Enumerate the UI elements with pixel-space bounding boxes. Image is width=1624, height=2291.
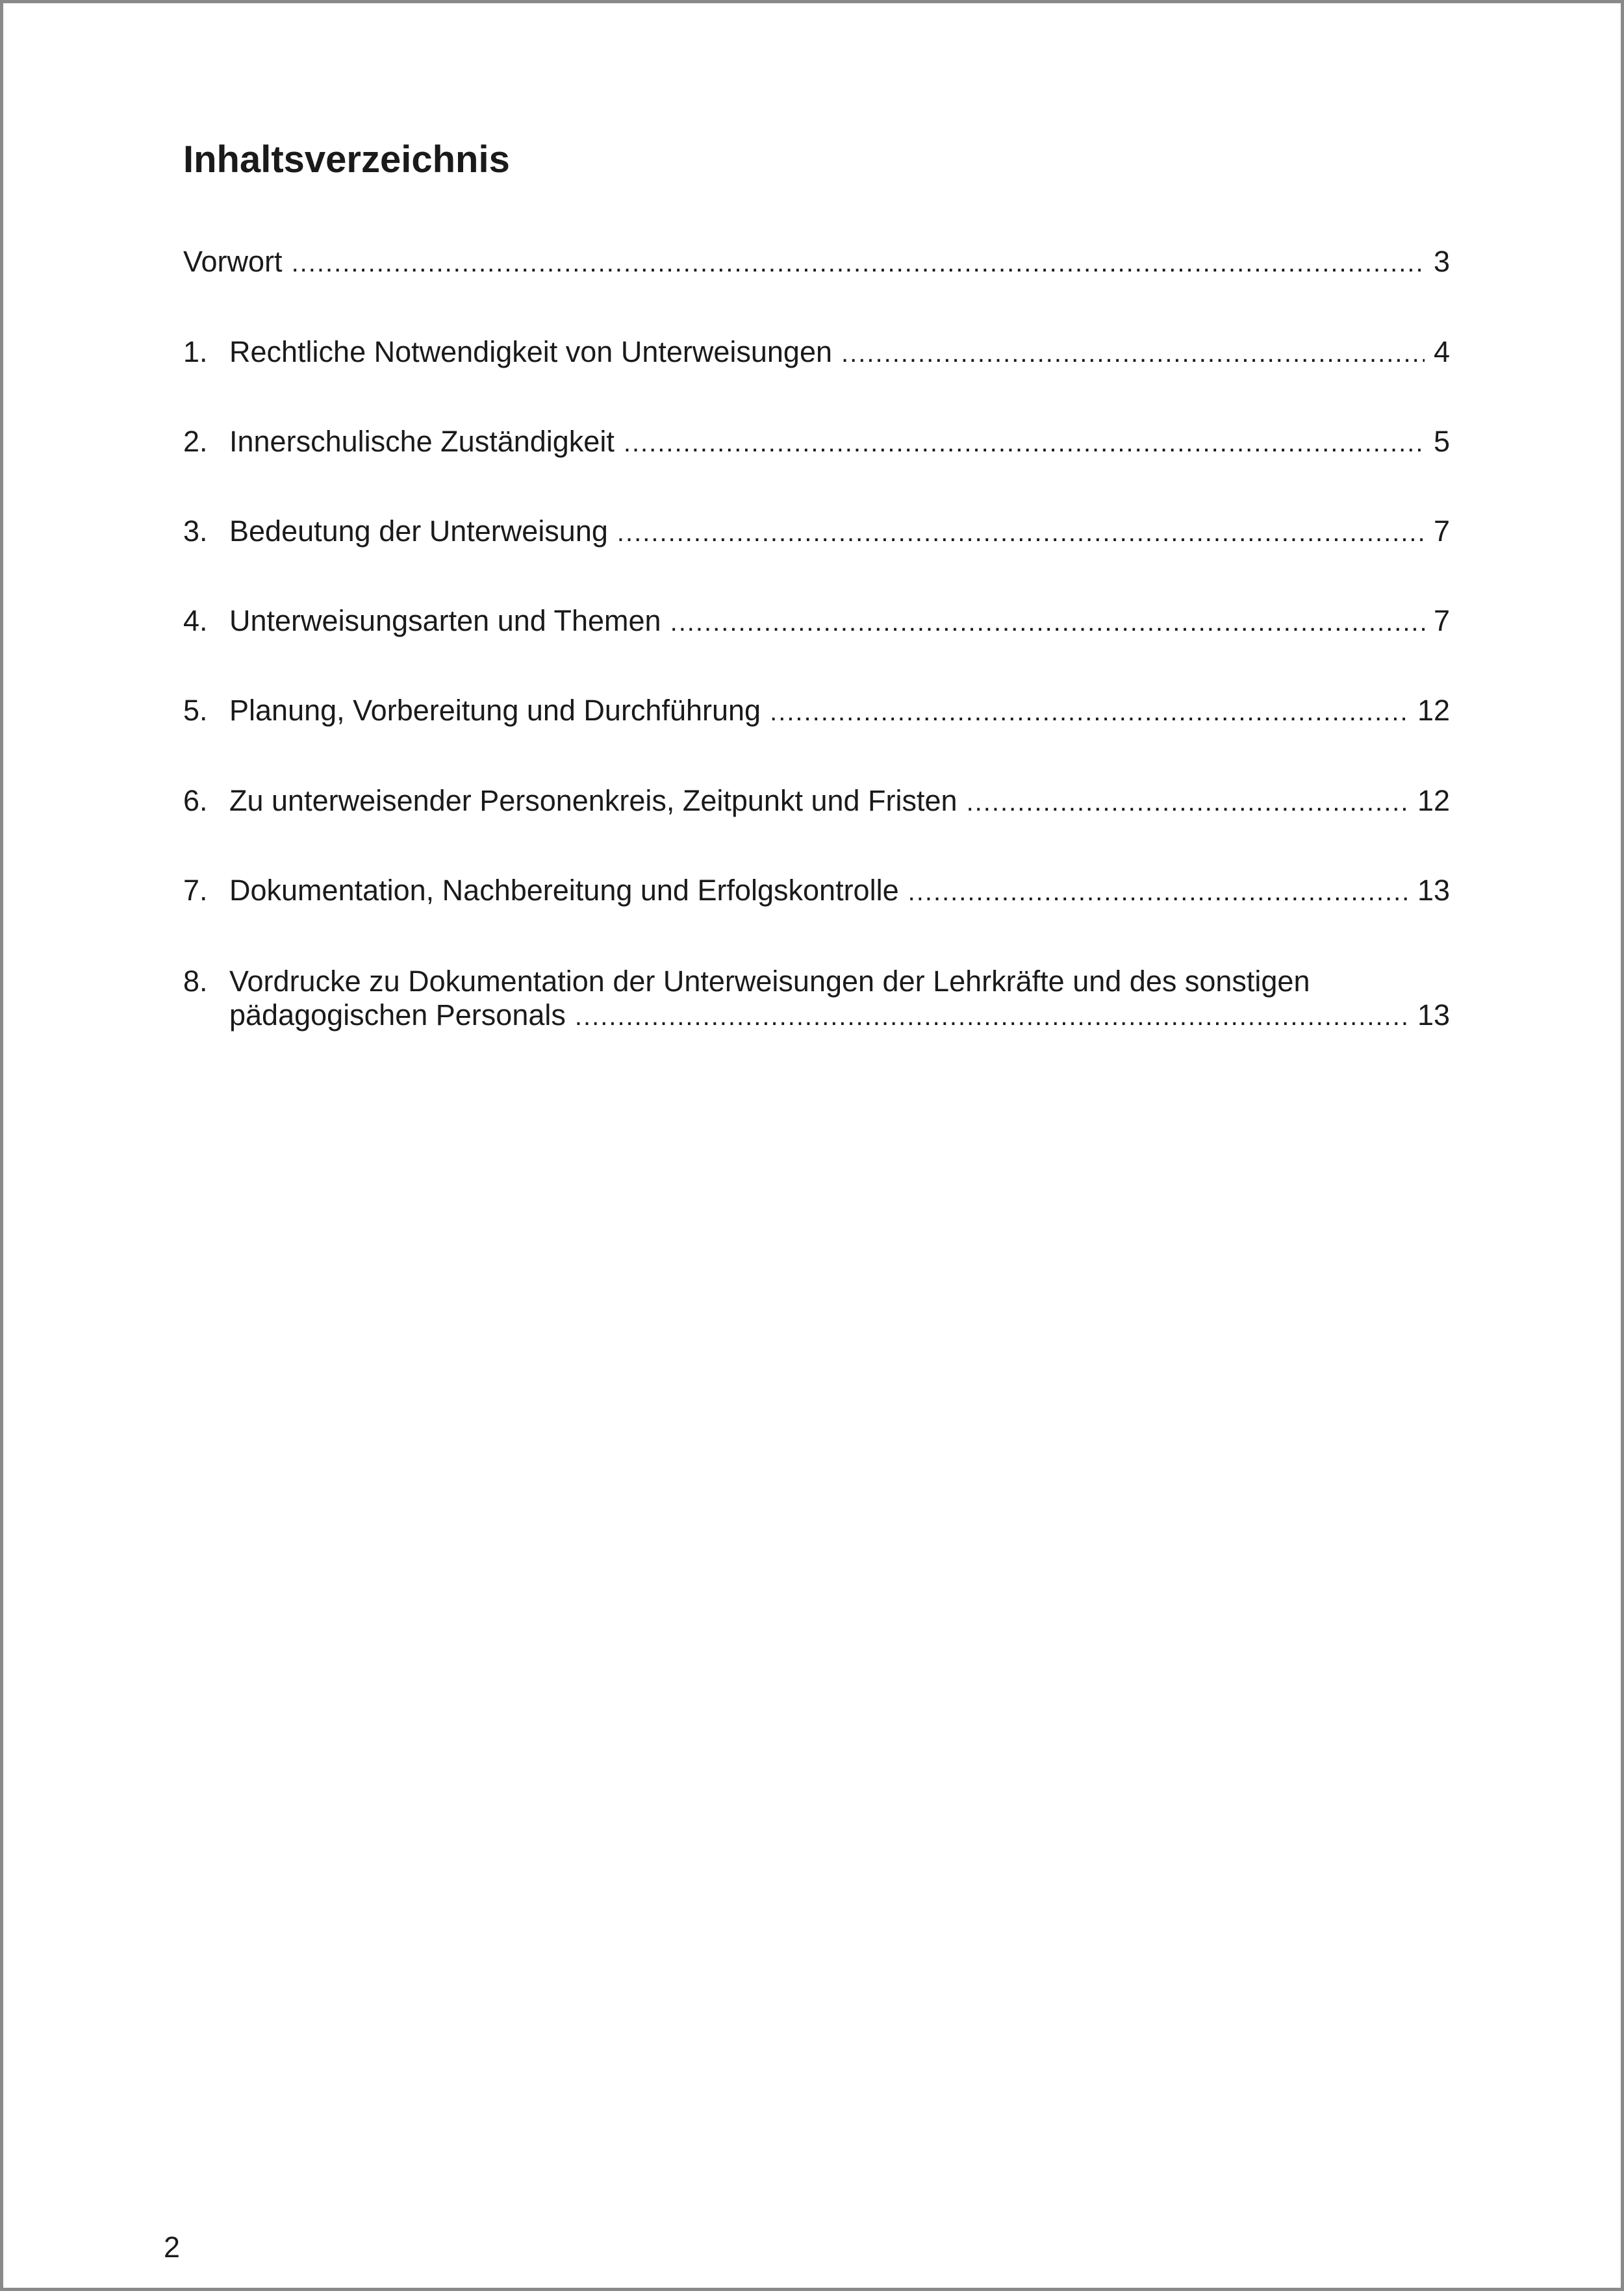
toc-entry-page: 3 bbox=[1433, 245, 1450, 278]
toc-entry-page: 13 bbox=[1417, 874, 1450, 907]
toc-entry-4 bbox=[183, 604, 1450, 639]
toc-entry-5 bbox=[183, 694, 1450, 729]
toc-entry-page: 13 bbox=[1417, 998, 1450, 1032]
toc-entry-text-continued: pädagogischen Personals bbox=[229, 998, 566, 1032]
toc-entry-number: 3. bbox=[183, 514, 208, 548]
toc-entry-number: 7. bbox=[183, 874, 208, 907]
toc-entry-text: Planung, Vorbereitung und Durchführung bbox=[229, 694, 761, 727]
toc-entry-number: 5. bbox=[183, 694, 208, 727]
page-title: Inhaltsverzeichnis bbox=[183, 138, 510, 181]
toc-entry-text: Dokumentation, Nachbereitung und Erfolgskontrolle bbox=[229, 874, 899, 907]
toc-entry-number: 1. bbox=[183, 335, 208, 368]
toc-entry-text: Vordrucke zu Dokumentation der Unterweisungen der Lehrkräfte und des sonstigen bbox=[229, 965, 1310, 998]
toc-leader-dots bbox=[770, 695, 1408, 729]
toc-entry-number: 2. bbox=[183, 425, 208, 458]
toc-entry-text: Bedeutung der Unterweisung bbox=[229, 514, 608, 548]
toc-entry-text: Unterweisungsarten und Themen bbox=[229, 604, 661, 637]
toc-leader-dots bbox=[292, 246, 1425, 280]
toc-entry-8 bbox=[183, 965, 1450, 1033]
toc-leader-dots bbox=[670, 605, 1425, 639]
toc-entry-6 bbox=[183, 784, 1450, 819]
toc-leader-dots bbox=[617, 516, 1425, 550]
toc-entry-text: Rechtliche Notwendigkeit von Unterweisungen bbox=[229, 335, 833, 368]
toc-leader-dots bbox=[575, 1000, 1408, 1033]
toc-leader-dots bbox=[624, 426, 1425, 460]
toc-entry-number: 6. bbox=[183, 784, 208, 817]
toc-entry-text: Zu unterweisender Personenkreis, Zeitpunkt und Fristen bbox=[229, 784, 958, 817]
toc-entry-number: 8. bbox=[183, 965, 208, 998]
toc-leader-dots bbox=[908, 875, 1408, 909]
toc-entry-page: 7 bbox=[1433, 604, 1450, 637]
toc-leader-dots bbox=[967, 785, 1408, 819]
toc-entry-7 bbox=[183, 874, 1450, 909]
toc-entry-page: 5 bbox=[1433, 425, 1450, 458]
page-number: 2 bbox=[164, 2231, 181, 2264]
toc-entry-page: 12 bbox=[1417, 694, 1450, 727]
toc-entry-page: 4 bbox=[1433, 335, 1450, 368]
toc-entry-page: 7 bbox=[1433, 514, 1450, 548]
toc-entry-1 bbox=[183, 335, 1450, 370]
toc-entry-page: 12 bbox=[1417, 784, 1450, 817]
toc-entry-text: Innerschulische Zuständigkeit bbox=[229, 425, 615, 458]
toc-entry-3 bbox=[183, 514, 1450, 550]
toc-entry-2 bbox=[183, 425, 1450, 460]
toc-leader-dots bbox=[841, 336, 1425, 370]
toc-entry-vorwort bbox=[183, 245, 1450, 280]
toc-entry-number: 4. bbox=[183, 604, 208, 637]
toc-entry-text: Vorwort bbox=[183, 245, 283, 278]
